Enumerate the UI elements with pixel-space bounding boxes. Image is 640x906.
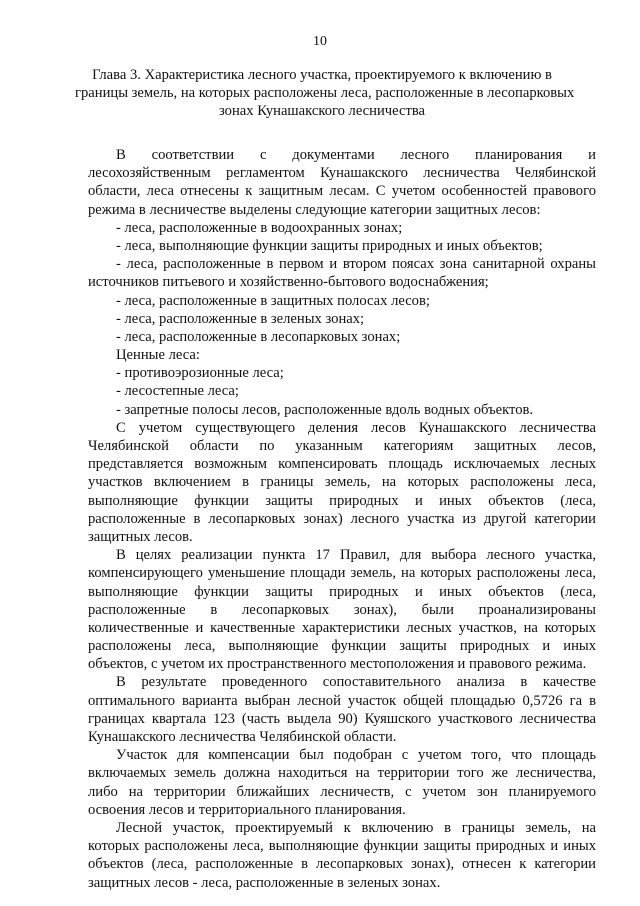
body-line: освоения лесов и территориального планирования. — [88, 801, 406, 818]
body-line: границах квартала 123 (часть выдела 90) Куяшского участкового лесничества — [88, 710, 596, 727]
body-line: объектов (леса, расположенные в лесопарковых зонах), отнесен к категории — [88, 856, 596, 873]
body-line: выполняющие функции защиты природных и иных объектов (леса, — [88, 583, 596, 600]
body-line: которых расположены леса, выполняющие функции защиты природных и иных — [88, 838, 596, 855]
body-line: Челябинской области по указанным категориям защитных лесов, — [88, 438, 596, 454]
body-line: защитных лесов - леса, расположенные в зеленых зонах. — [88, 874, 441, 891]
body-line: - леса, расположенные в водоохранных зонах; — [116, 219, 403, 236]
body-line: выполняющие функции защиты природных и иных объектов (леса, — [88, 492, 596, 509]
body-line: - леса, расположенные в первом и втором поясах зона санитарной охраны — [116, 256, 596, 273]
body-line: оптимального варианта выбран лесной участок общей площадью 0,5726 га в — [88, 692, 596, 709]
body-line: Участок для компенсации был подобран с учетом того, что площадь — [116, 747, 596, 764]
body-line: - леса, расположенные в лесопарковых зонах; — [116, 328, 401, 345]
body-line: - лесостепные леса; — [116, 383, 239, 400]
body-line: количественные и качественные характеристики лесных участков, на которых — [88, 619, 596, 636]
body-line: компенсирующего уменьшение площади земель, на которых расположены леса, — [88, 565, 596, 582]
body-line: - противоэрозионные леса; — [116, 365, 284, 382]
chapter-title-line: зонах Кунашакского лесничества — [219, 103, 425, 119]
body-line: участков включением в границы земель, на которых расположены леса, — [88, 474, 596, 491]
body-line: В соответствии с документами лесного планирования и — [116, 147, 596, 163]
page-number: 10 — [313, 34, 327, 49]
body-line: Кунашакского лесничества Челябинской области. — [88, 729, 397, 745]
chapter-title-line: Глава 3. Характеристика лесного участка, проектируемого к включению в — [92, 67, 552, 83]
body-text — [88, 146, 596, 892]
chapter-title — [75, 66, 575, 120]
body-line: включаемых земель должна находиться на территории того же лесничества, — [88, 765, 596, 782]
body-line: - запретные полосы лесов, расположенные вдоль водных объектов. — [116, 401, 534, 418]
body-line: расположены леса, выполняющие функции защиты природных и иных — [88, 638, 596, 655]
body-line: Лесной участок, проектируемый к включению в границы земель, на — [116, 819, 596, 836]
body-line: объектов, с учетом их пространственного местоположения и правового режима. — [88, 656, 587, 673]
body-line: представляется возможным компенсировать площадь исключаемых лесных — [88, 456, 596, 473]
body-line: С учетом существующего деления лесов Кунашакского лесничества — [116, 419, 596, 436]
body-line: - леса, расположенные в защитных полосах лесов; — [116, 292, 430, 309]
body-line: источников питьевого и хозяйственно-бытового водоснабжения; — [88, 274, 489, 291]
body-line: В результате проведенного сопоставительного анализа в качестве — [116, 674, 596, 691]
body-line: лесохозяйственным регламентом Кунашакского лесничества Челябинской — [88, 165, 596, 182]
body-line: защитных лесов. — [88, 528, 193, 545]
body-line: В целях реализации пункта 17 Правил, для выбора лесного участка, — [116, 547, 596, 564]
body-line: либо на территории ближайших лесничеств, с учетом зон планируемого — [88, 783, 596, 800]
body-line: расположенные в лесопарковых зонах), были проанализированы — [88, 601, 596, 618]
body-line: режима в лесничестве выделены следующие категории защитных лесов: — [88, 201, 541, 218]
body-line: Ценные леса: — [116, 347, 200, 364]
body-line: расположенные в лесопарковых зонах) лесного участка из другой категории — [88, 510, 596, 527]
chapter-title-line: границы земель, на которых расположены леса, расположенные в лесопарковых — [75, 85, 575, 101]
body-line: - леса, выполняющие функции защиты природных и иных объектов; — [116, 237, 543, 254]
body-line: области, леса отнесены к защитным лесам. С учетом особенностей правового — [88, 183, 596, 200]
body-line: - леса, расположенные в зеленых зонах; — [116, 310, 365, 327]
